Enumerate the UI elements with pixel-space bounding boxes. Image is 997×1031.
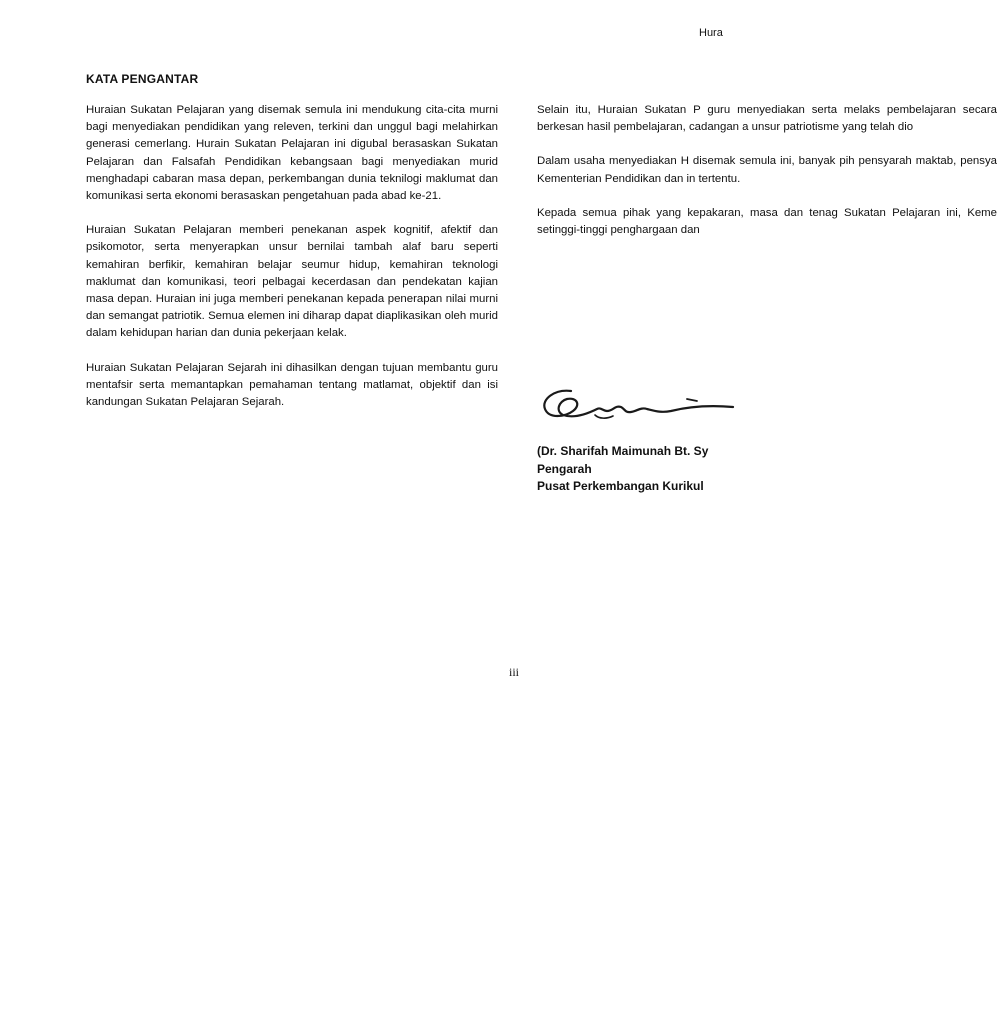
left-column	[86, 102, 498, 428]
right-paragraph-3: Kepada semua pihak yang kepakaran, masa dan tenag Sukatan Pelajaran ini, Keme setinggi-tinggi penghargaan dan	[537, 206, 997, 237]
handwritten-signature	[537, 385, 737, 433]
right-paragraph-1: Selain itu, Huraian Sukatan P guru menyediakan serta melaks pembelajaran secara berkesan hasil pembelajaran, cadangan a unsur patriotisme yang telah dio	[537, 104, 997, 134]
right-column	[537, 102, 997, 256]
signatory-name: (Dr. Sharifah Maimunah Bt. Sy	[537, 444, 709, 458]
right-paragraph-2: Dalam usaha menyediakan H disemak semula ini, banyak pih pensyarah maktab, pensya Kementerian Pendidikan dan in tertentu.	[537, 155, 997, 185]
signatory-title: Pengarah	[537, 461, 592, 476]
signatory-block	[537, 443, 937, 496]
signatory-organization: Pusat Perkembangan Kurikul	[537, 479, 704, 493]
section-heading: KATA PENGANTAR	[86, 72, 199, 86]
left-paragraph-3: Huraian Sukatan Pelajaran Sejarah ini dihasilkan dengan tujuan membantu guru mentafsir serta memantapkan pemahaman tentang matlamat, objektif dan isi kandungan Sukatan Pelajaran Sejarah.	[86, 361, 498, 409]
left-paragraph-1: Huraian Sukatan Pelajaran yang disemak semula ini mendukung cita-cita murni bagi menyediakan pendidikan yang releven, terkini dan unggul bagi melahirkan generasi cemerlang. Hurain Sukatan Pelajaran ini digubal berasaskan Sukatan Pelajaran dan Falsafah Pendidikan kebangsaan bagi menyediakan murid menghadapi cabaran masa depan, perkembangan dunia teknilogi maklumat dan komunikasi serta ekonomi berasaskan pengetahuan pada abad ke-21.	[86, 104, 498, 203]
page-number: iii	[509, 665, 520, 679]
running-header: Hura	[699, 27, 723, 39]
left-paragraph-2: Huraian Sukatan Pelajaran memberi penekanan aspek kognitif, afektif dan psikomotor, serta menyerapkan unsur bernilai tambah alaf baru seperti kemahiran berfikir, kemahiran belajar seumur hidup, kemahiran teknologi maklumat dan komunikasi, teori pelbagai kecerdasan dan pendekatan kajian masa depan. Huraian ini juga memberi penekanan kepada penerapan nilai murni dan semangat patriotik. Semua elemen ini diharap dapat diaplikasikan oleh murid dalam kehidupan harian dan dunia pekerjaan kelak.	[86, 224, 498, 340]
